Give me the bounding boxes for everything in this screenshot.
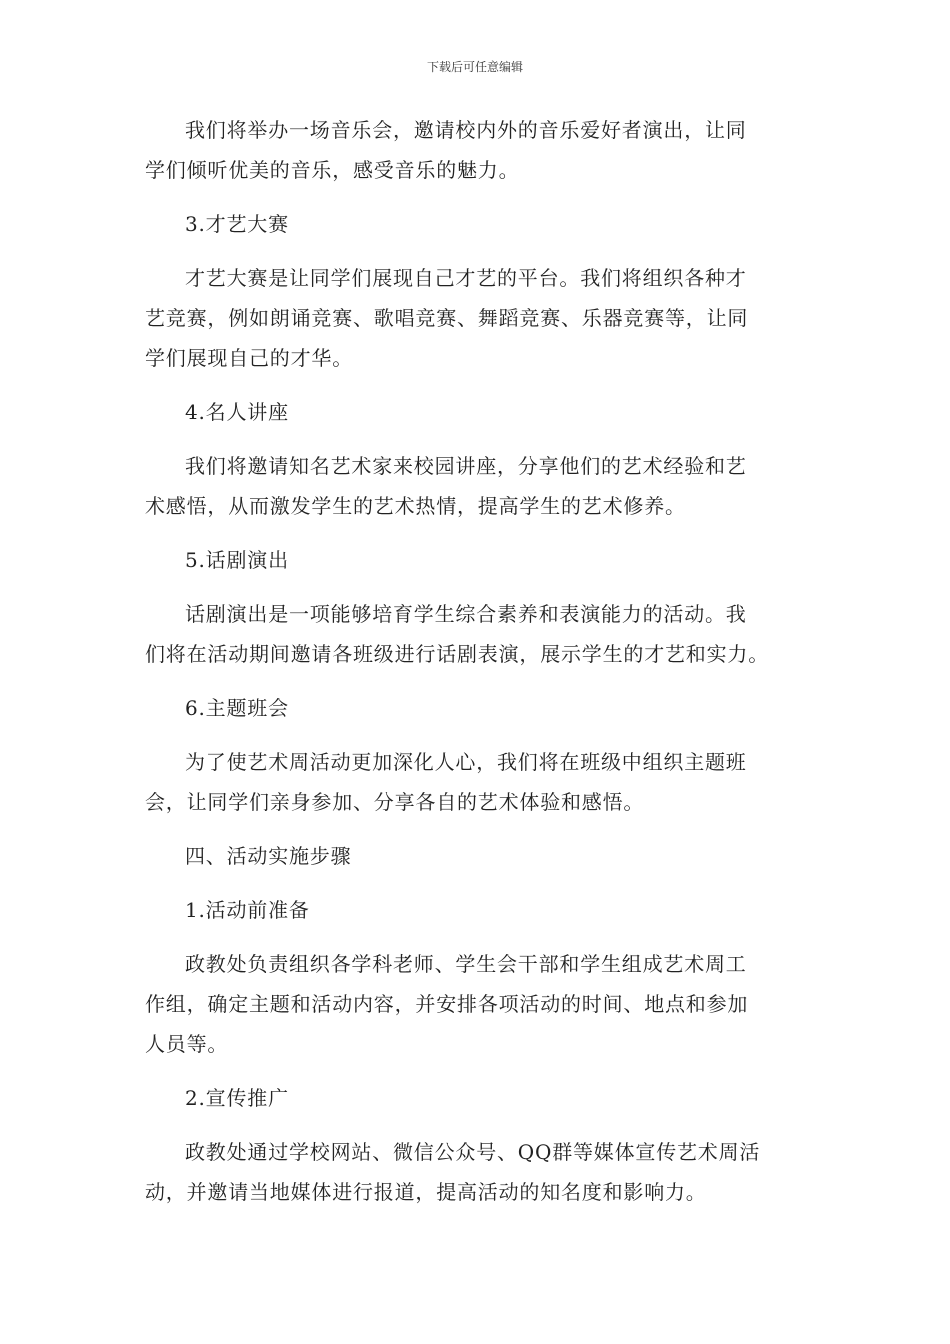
heading-preparation: 1.活动前准备 (185, 898, 310, 922)
heading-publicity: 2.宣传推广 (185, 1086, 289, 1110)
paragraph-talent-contest (145, 258, 815, 378)
heading-celebrity-lecture: 4.名人讲座 (185, 400, 289, 424)
paragraph-publicity (145, 1132, 815, 1212)
text-line: 我们将举办一场音乐会，邀请校内外的音乐爱好者演出，让同 (185, 118, 747, 142)
text-line: 政教处负责组织各学科老师、学生会干部和学生组成艺术周工 (185, 952, 747, 976)
text-line: 政教处通过学校网站、微信公众号、QQ群等媒体宣传艺术周活 (185, 1140, 761, 1164)
paragraph-preparation (145, 944, 815, 1064)
text-line: 动，并邀请当地媒体进行报道，提高活动的知名度和影响力。 (145, 1180, 707, 1204)
heading-theme-class-meeting: 6.主题班会 (185, 696, 289, 720)
text-line: 为了使艺术周活动更加深化人心，我们将在班级中组织主题班 (185, 750, 747, 774)
text-line: 学们展现自己的才华。 (145, 346, 353, 370)
paragraph-concert (145, 110, 815, 190)
text-line: 学们倾听优美的音乐，感受音乐的魅力。 (145, 158, 520, 182)
paragraph-celebrity-lecture (145, 446, 815, 526)
download-editable-note: 下载后可任意编辑 (426, 60, 523, 74)
heading-talent-contest: 3.才艺大赛 (185, 212, 289, 236)
text-line: 才艺大赛是让同学们展现自己才艺的平台。我们将组织各种才 (185, 266, 747, 290)
text-line: 我们将邀请知名艺术家来校园讲座，分享他们的艺术经验和艺 (185, 454, 747, 478)
paragraph-theme-class-meeting (145, 742, 815, 822)
document-body (145, 110, 815, 1226)
text-line: 作组，确定主题和活动内容，并安排各项活动的时间、地点和参加 (145, 992, 749, 1016)
heading-drama-performance: 5.话剧演出 (185, 548, 289, 572)
text-line: 会，让同学们亲身参加、分享各自的艺术体验和感悟。 (145, 790, 645, 814)
section-heading-implementation-steps: 四、活动实施步骤 (185, 844, 352, 868)
text-line: 人员等。 (145, 1032, 229, 1056)
text-line: 艺竞赛，例如朗诵竞赛、歌唱竞赛、舞蹈竞赛、乐器竞赛等，让同 (145, 306, 749, 330)
paragraph-drama-performance (145, 594, 815, 674)
text-line: 术感悟，从而激发学生的艺术热情，提高学生的艺术修养。 (145, 494, 686, 518)
text-line: 们将在活动期间邀请各班级进行话剧表演，展示学生的才艺和实力。 (145, 642, 769, 666)
text-line: 话剧演出是一项能够培育学生综合素养和表演能力的活动。我 (185, 602, 747, 626)
